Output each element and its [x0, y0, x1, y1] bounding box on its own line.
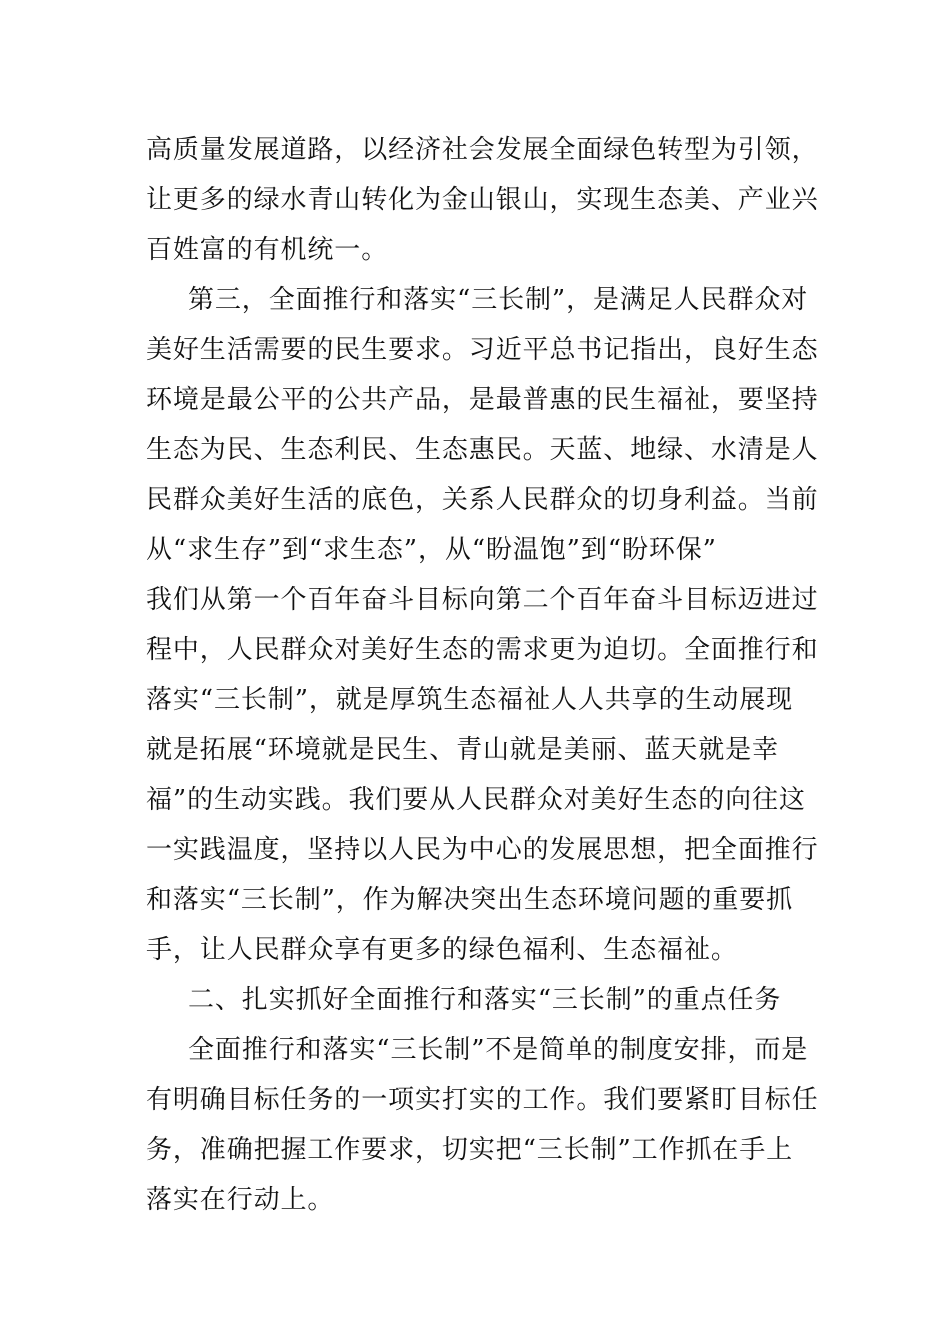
text-line: 落实在行动上。 — [146, 1185, 335, 1215]
text-line: 程中，人民群众对美好生态的需求更为迫切。全面推行和 — [146, 635, 819, 665]
section-heading: 二、扎实抓好全面推行和落实“三长制”的重点任务 — [188, 985, 782, 1015]
text-line: 就是拓展“环境就是民生、青山就是美丽、蓝天就是幸 — [146, 735, 779, 765]
text-line: 手，让人民群众享有更多的绿色福利、生态福祉。 — [146, 935, 738, 965]
text-line: 高质量发展道路，以经济社会发展全面绿色转型为引领， — [146, 135, 819, 165]
text-line: 民群众美好生活的底色，关系人民群众的切身利益。当前 — [146, 485, 819, 515]
text-line: 让更多的绿水青山转化为金山银山，实现生态美、产业兴 — [146, 185, 819, 215]
text-line: 美好生活需要的民生要求。习近平总书记指出，良好生态 — [146, 335, 819, 365]
text-line: 一实践温度，坚持以人民为中心的发展思想，把全面推行 — [146, 835, 819, 865]
text-line: 有明确目标任务的一项实打实的工作。我们要紧盯目标任 — [146, 1085, 819, 1115]
text-line: 务，准确把握工作要求，切实把“三长制”工作抓在手上 — [146, 1135, 794, 1165]
text-line: 落实“三长制”，就是厚筑生态福祉人人共享的生动展现 — [146, 685, 794, 715]
text-line: 生态为民、生态利民、生态惠民。天蓝、地绿、水清是人 — [146, 435, 819, 465]
text-line: 从“求生存”到“求生态”，从“盼温饱”到“盼环保” — [146, 535, 717, 565]
paragraph-start-line: 第三，全面推行和落实“三长制”，是满足人民群众对 — [188, 285, 809, 315]
paragraph-start-line: 全面推行和落实“三长制”不是简单的制度安排，而是 — [188, 1035, 809, 1065]
text-line: 环境是最公平的公共产品，是最普惠的民生福祉，要坚持 — [146, 385, 819, 415]
text-line: 我们从第一个百年奋斗目标向第二个百年奋斗目标迈进过 — [146, 585, 819, 615]
text-line: 和落实“三长制”，作为解决突出生态环境问题的重要抓 — [146, 885, 794, 915]
text-line: 百姓富的有机统一。 — [146, 235, 389, 265]
text-line: 福”的生动实践。我们要从人民群众对美好生态的向往这 — [146, 785, 806, 815]
